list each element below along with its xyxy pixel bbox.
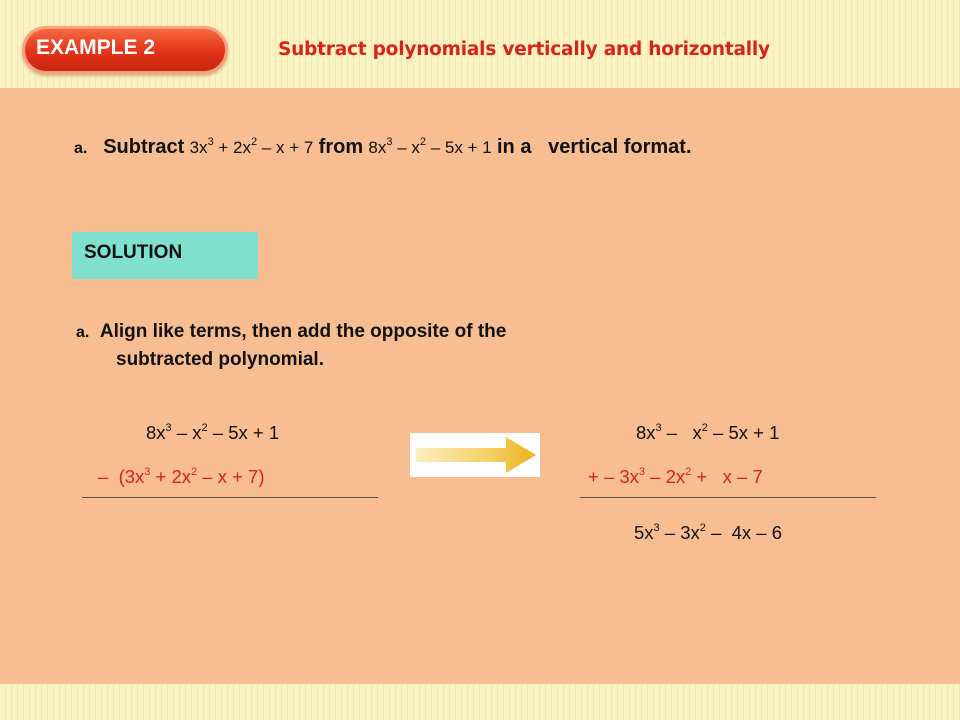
term: – 5x + 1 [707,422,780,443]
right-minuend [636,422,779,444]
step-text-line2: subtracted polynomial. [116,349,324,370]
left-subtrahend [98,466,265,488]
exponent: 2 [201,421,208,434]
solution-label: SOLUTION [84,242,183,263]
right-sum-rule [580,497,876,498]
term: + – 3x [588,466,639,487]
exponent: 3 [653,521,660,534]
problem-text-tail: in a vertical format. [497,136,692,158]
exponent: 3 [207,136,214,149]
term: 8x [146,422,166,443]
exponent: 3 [655,421,662,434]
minus-sign: – [98,466,109,487]
result-polynomial [634,522,782,544]
left-sum-rule [82,497,378,498]
term: + 2x [213,138,252,157]
term: 3x [189,138,208,157]
term: (3x [118,466,145,487]
problem-text-from: from [318,136,364,158]
step-instruction [76,321,506,343]
term: + 2x [150,466,192,487]
term: – 4x – 6 [705,522,783,543]
term: – 3x [659,522,700,543]
problem-poly-subtrahend [190,138,314,157]
term: – x [392,138,420,157]
exponent: 2 [701,421,708,434]
exponent: 2 [191,465,198,478]
right-arrow-icon [410,433,540,477]
header-title: Subtract polynomials vertically and horizontally [278,39,770,60]
arrow-box [410,433,540,477]
exponent: 3 [165,421,172,434]
term: – 5x + 1 [426,138,492,157]
term: – 2x [645,466,686,487]
left-minuend [146,422,279,444]
header-bar [0,0,960,88]
term: 5x [634,522,654,543]
exponent: 2 [699,521,706,534]
term: 8x [368,138,387,157]
term: + x – 7 [691,466,763,487]
problem-label: a. [74,140,88,157]
step-text-line1: Align like terms, then add the opposite of the [99,321,507,342]
problem-statement [74,136,692,159]
term: – x [171,422,202,443]
exponent: 2 [251,136,258,149]
exponent: 3 [144,465,151,478]
term: – 5x + 1 [207,422,280,443]
term: 8x [636,422,656,443]
example-label: EXAMPLE 2 [36,36,156,59]
content-panel [0,88,960,684]
exponent: 2 [419,136,427,149]
problem-text-subtract: Subtract [103,136,185,158]
exponent: 3 [386,136,393,149]
term: – x [661,422,702,443]
exponent: 3 [638,465,646,478]
right-opposite [588,466,763,488]
term: – x + 7) [197,466,265,487]
term: – x + 7 [257,138,314,157]
exponent: 2 [685,465,692,478]
step-label: a. [76,324,90,341]
problem-poly-minuend [368,138,491,157]
